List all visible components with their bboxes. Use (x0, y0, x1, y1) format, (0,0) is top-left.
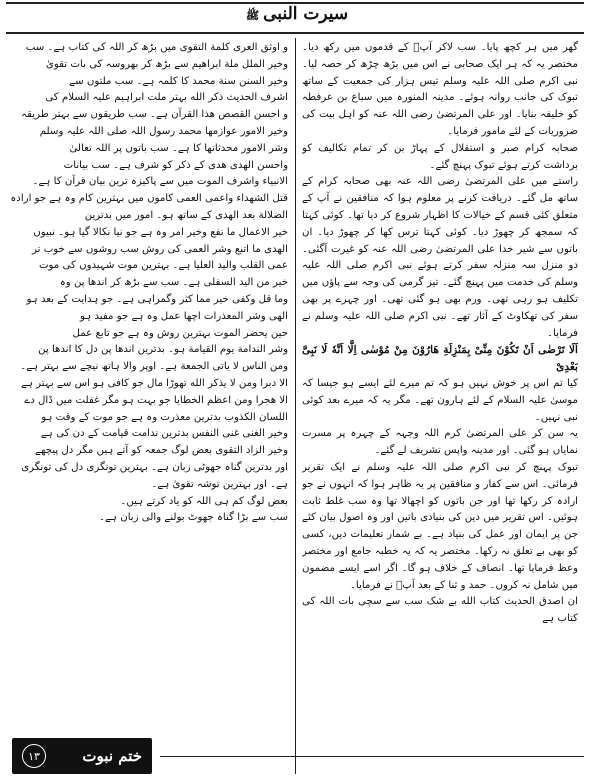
header-title: سیرت النبی (263, 4, 349, 24)
header-bottom-rule (6, 32, 584, 34)
left-column-line: ہے۔ اور بہترین توشہ تقویٰ ہے۔ (151, 478, 288, 490)
left-column-line: اشرف الحديث ذكر الله بہتر ملت ابراہیم علیہ السلام کی (45, 92, 288, 104)
page-number: ۱۳ (22, 744, 46, 768)
left-column-line: عمى القلب واليد العليا ہے۔ بہترین موت شہیدوں کی موت (38, 260, 288, 272)
right-paragraph-2: صحابہ کرام صبر و استقلال کے پہاڑ بن کر تمام تکالیف کو برداشت کرتے ہوئے تبوک پہنچ گئے۔ (302, 142, 578, 171)
left-column-line: قتل الشهداء واعمى العمى کاموں میں بہترین کام وہ ہے جو ارادہ (10, 193, 288, 205)
right-column (302, 40, 578, 734)
left-column-line: ومن الناس لا ياتى الجمعة ہے۔ اوپر والا ہاتھ نیچے سے بہتر ہے۔ (20, 361, 288, 373)
left-column-line: سب سے بڑا گناہ جھوٹ بولنے والی زبان ہے۔ (99, 512, 288, 524)
quote-translation: کیا تم اس پر خوش نہیں ہو کہ تم میرے لئے ایسے ہو جیسا کہ موسیٰ علیہ السلام کے لئے ہارون تھے۔ مگر یہ کہ میرے بعد کوئی نبی نہیں۔ (302, 377, 578, 423)
footer-rule (160, 756, 584, 757)
left-column-line: واحسن الهدى هدى کے ذکر کو شرف ہے۔ سب بیانات (63, 159, 288, 171)
left-column-line: حين يحضر الموت بہترین روش وہ ہے جو تابع عمل (72, 327, 288, 339)
running-header (0, 4, 590, 25)
left-column-line: بعض لوگ کم ہی اللہ کو یاد کرتے ہیں۔ (120, 495, 288, 507)
left-column-line: الا دبرا ومن لا يذكر الله تھوڑا مال جو کافی ہو اس سے بہتر ہے (21, 377, 288, 389)
left-column-line: الانبياء واشرف الموت میں سے پاکیزہ ترین بیان قرآن کا ہے۔ (32, 176, 288, 188)
left-column-line: الا هجرا ومن اعظم الخطايا جو بہت ہو مگر غفلت میں ڈال دے (24, 394, 288, 406)
left-column-line: وخير الامور عوازمها محمد رسول اللہ صلی اللہ علیہ وسلم (39, 125, 288, 137)
header-ornament: ﷺ (245, 9, 260, 22)
left-column-line: وخير الغنى غنى النفس بدترین ندامت قیامت کے دن کی ہے (40, 428, 288, 440)
left-column-line: خير من اليد السفلى ہے۔ سب سے بڑھ کر اندھا پن وہ (59, 277, 288, 289)
after-quote-paragraph: یہ سن کر علی المرتضیٰ کرم اللہ وجہہ کے چہرہ پر مسرت نمایاں ہو گئی۔ اور مدینہ واپس تشریف لے گئے۔ (302, 428, 578, 457)
left-column-line: وما قل وكفى خير مما كثر وگمراہی ہے۔ جو ہدایت کے بعد ہو (26, 293, 288, 305)
left-column-line: و اوثق العرى كلمة التقوى میں بڑھ کر اللہ کی کتاب ہے۔ سب (25, 42, 288, 53)
left-column-line: خير الاعمال ما نفع وخير امر وہ ہے جو نیا نکالا گیا ہو۔ نبیوں (33, 226, 288, 238)
sermon-intro-paragraph: تبوک پہنچ کر نبی اکرم صلی اللہ علیہ وسلم نے ایک تقریر فرمائی۔ اس سے کفار و منافقین پر یہ ظاہر ہوا کہ انہوں نے جو ارادہ کر رکھا تھا اور جن باتوں کو اچھالا تھا وہ سب غلط ثابت ہوئیں۔ اس تقریر میں دین کی بنیادی باتیں اور وہ اصول بیان کئے جن پر ایمان اور عمل کی بنیاد ہے۔ بے شمار تعلیمات دیں، کسی کو بھی بے تعلق نہ رکھا۔ مختصر یہ کہ یہ خطبہ جامع اور مختصر وعظ فرمایا تھا۔ انصاف کے خلاف ہو گا۔ اگر اسے ایسے مضمون میں شامل نہ کروں۔ حمد و ثنا کے بعد آپؐ نے فرمایا۔ (302, 461, 578, 591)
right-paragraph-3: راستے میں علی المرتضیٰ رضی اللہ عنہ بھی صحابہ کرام کے ساتھ مل گئے۔ دریافت کرنے پر معلوم ہوا کہ منافقین نے آپ کے متعلق کئی قسم کے خیالات کا اظہار شروع کر دیا تھا۔ کوئی کہتا کہ سمجھ کر چھوڑ دیا۔ کوئی کہتا ترس کھا کر چھوڑ دیا۔ ان باتوں سے شیر خدا علی المرتضیٰ رضی اللہ عنہ کو غیرت آگئی۔ دو منزل سہ منزلہ سفر کرتے ہوئے نبی اکرم صلی اللہ علیہ وسلم کی خدمت میں پہنچ گئے۔ تیز گرمی کی وجہ سے پاؤں میں تکلیف ہو رہی تھی۔ ورم بھی ہو گئی تھی۔ اور چہرے پر بھی سفر کی تھکاوٹ کے آثار تھے۔ نبی اکرم صلی اللہ علیہ وسلم نے فرمایا۔ (302, 176, 578, 339)
left-column-line: الهدى ما اتبع وشر العمى کی روش سب روشوں سے خوب تر (32, 243, 288, 255)
left-column-line: وخير السنن سنة محمد کا کلمہ ہے۔ سب ملتوں سے (69, 75, 288, 87)
sermon-closing-line: ان اصدق الحديث كتاب الله بے شک سب سے سچی بات اللہ کی کتاب ہے (302, 596, 578, 625)
footer-label: ختم نبوت (82, 747, 142, 765)
arabic-hadith-quote: اَلَا تَرْضٰى اَنْ تَكُوْنَ مِنِّىْ بِمَنْزِلَةِ هَارُوْنَ مِنْ مُوْسٰى اِلَّا اَنَّهٗ لَا نَبِىَّ بَعْدِىْ (302, 344, 578, 374)
left-column-line: وشر الندامة يوم القيامة ہو۔ بدترین اندھا پن دل کا اندھا پن (38, 344, 288, 356)
footer-badge (12, 738, 152, 774)
left-column (10, 40, 288, 734)
right-paragraph-1: گھر میں ہر کچھ پایا۔ سب لاکر آپؐ کے قدموں میں رکھ دیا۔ مختصر یہ کہ ہر ایک صحابی نے اس میں بڑھ چڑھ کر حصہ لیا۔ نبی اکرم صلی اللہ علیہ وسلم تیس ہزار کی جمعیت کے ساتھ تبوک کی جانب روانہ ہوئے۔ مدینہ المنورہ میں سباع بن عرفطہ کو خلیفہ بنایا۔ اور علی المرتضیٰ رضی اللہ عنہ کو اہل بیت کی ضروریات کے لئے مامور فرمایا۔ (302, 42, 578, 137)
left-column-line: وشر الامور محدثاتها کا ہے۔ سب باتوں پر اللہ تعالیٰ (69, 142, 288, 154)
left-column-line: الهى وشر المعذرات اچھا عمل وہ ہے جو مفید ہو (79, 310, 288, 322)
left-column-line: و احسن القصص هذا القرآن ہے۔ سب طریقوں سے بہتر طریقہ (21, 109, 288, 121)
left-column-line: الضلالة بعد الهدى کے ساتھ ہو۔ امور میں بدترین (84, 209, 288, 221)
left-column-line: اللسان الكذوب بدترین معذرت وہ ہے جو موت کے وقت ہو (41, 411, 288, 423)
left-column-line: وخير الملل ملة ابراهيم سے بڑھ کر بھروسہ کی بات تقویٰ (45, 58, 288, 70)
left-column-line: وخير الزاد التقوى بعض لوگ جمعہ کو آتے ہیں مگر دل پیچھے (35, 445, 288, 457)
left-column-line: اور بدترین گناہ جھوٹی زبان ہے۔ بہترین تونگری دل کی تونگری (21, 461, 288, 473)
column-divider (295, 38, 296, 774)
